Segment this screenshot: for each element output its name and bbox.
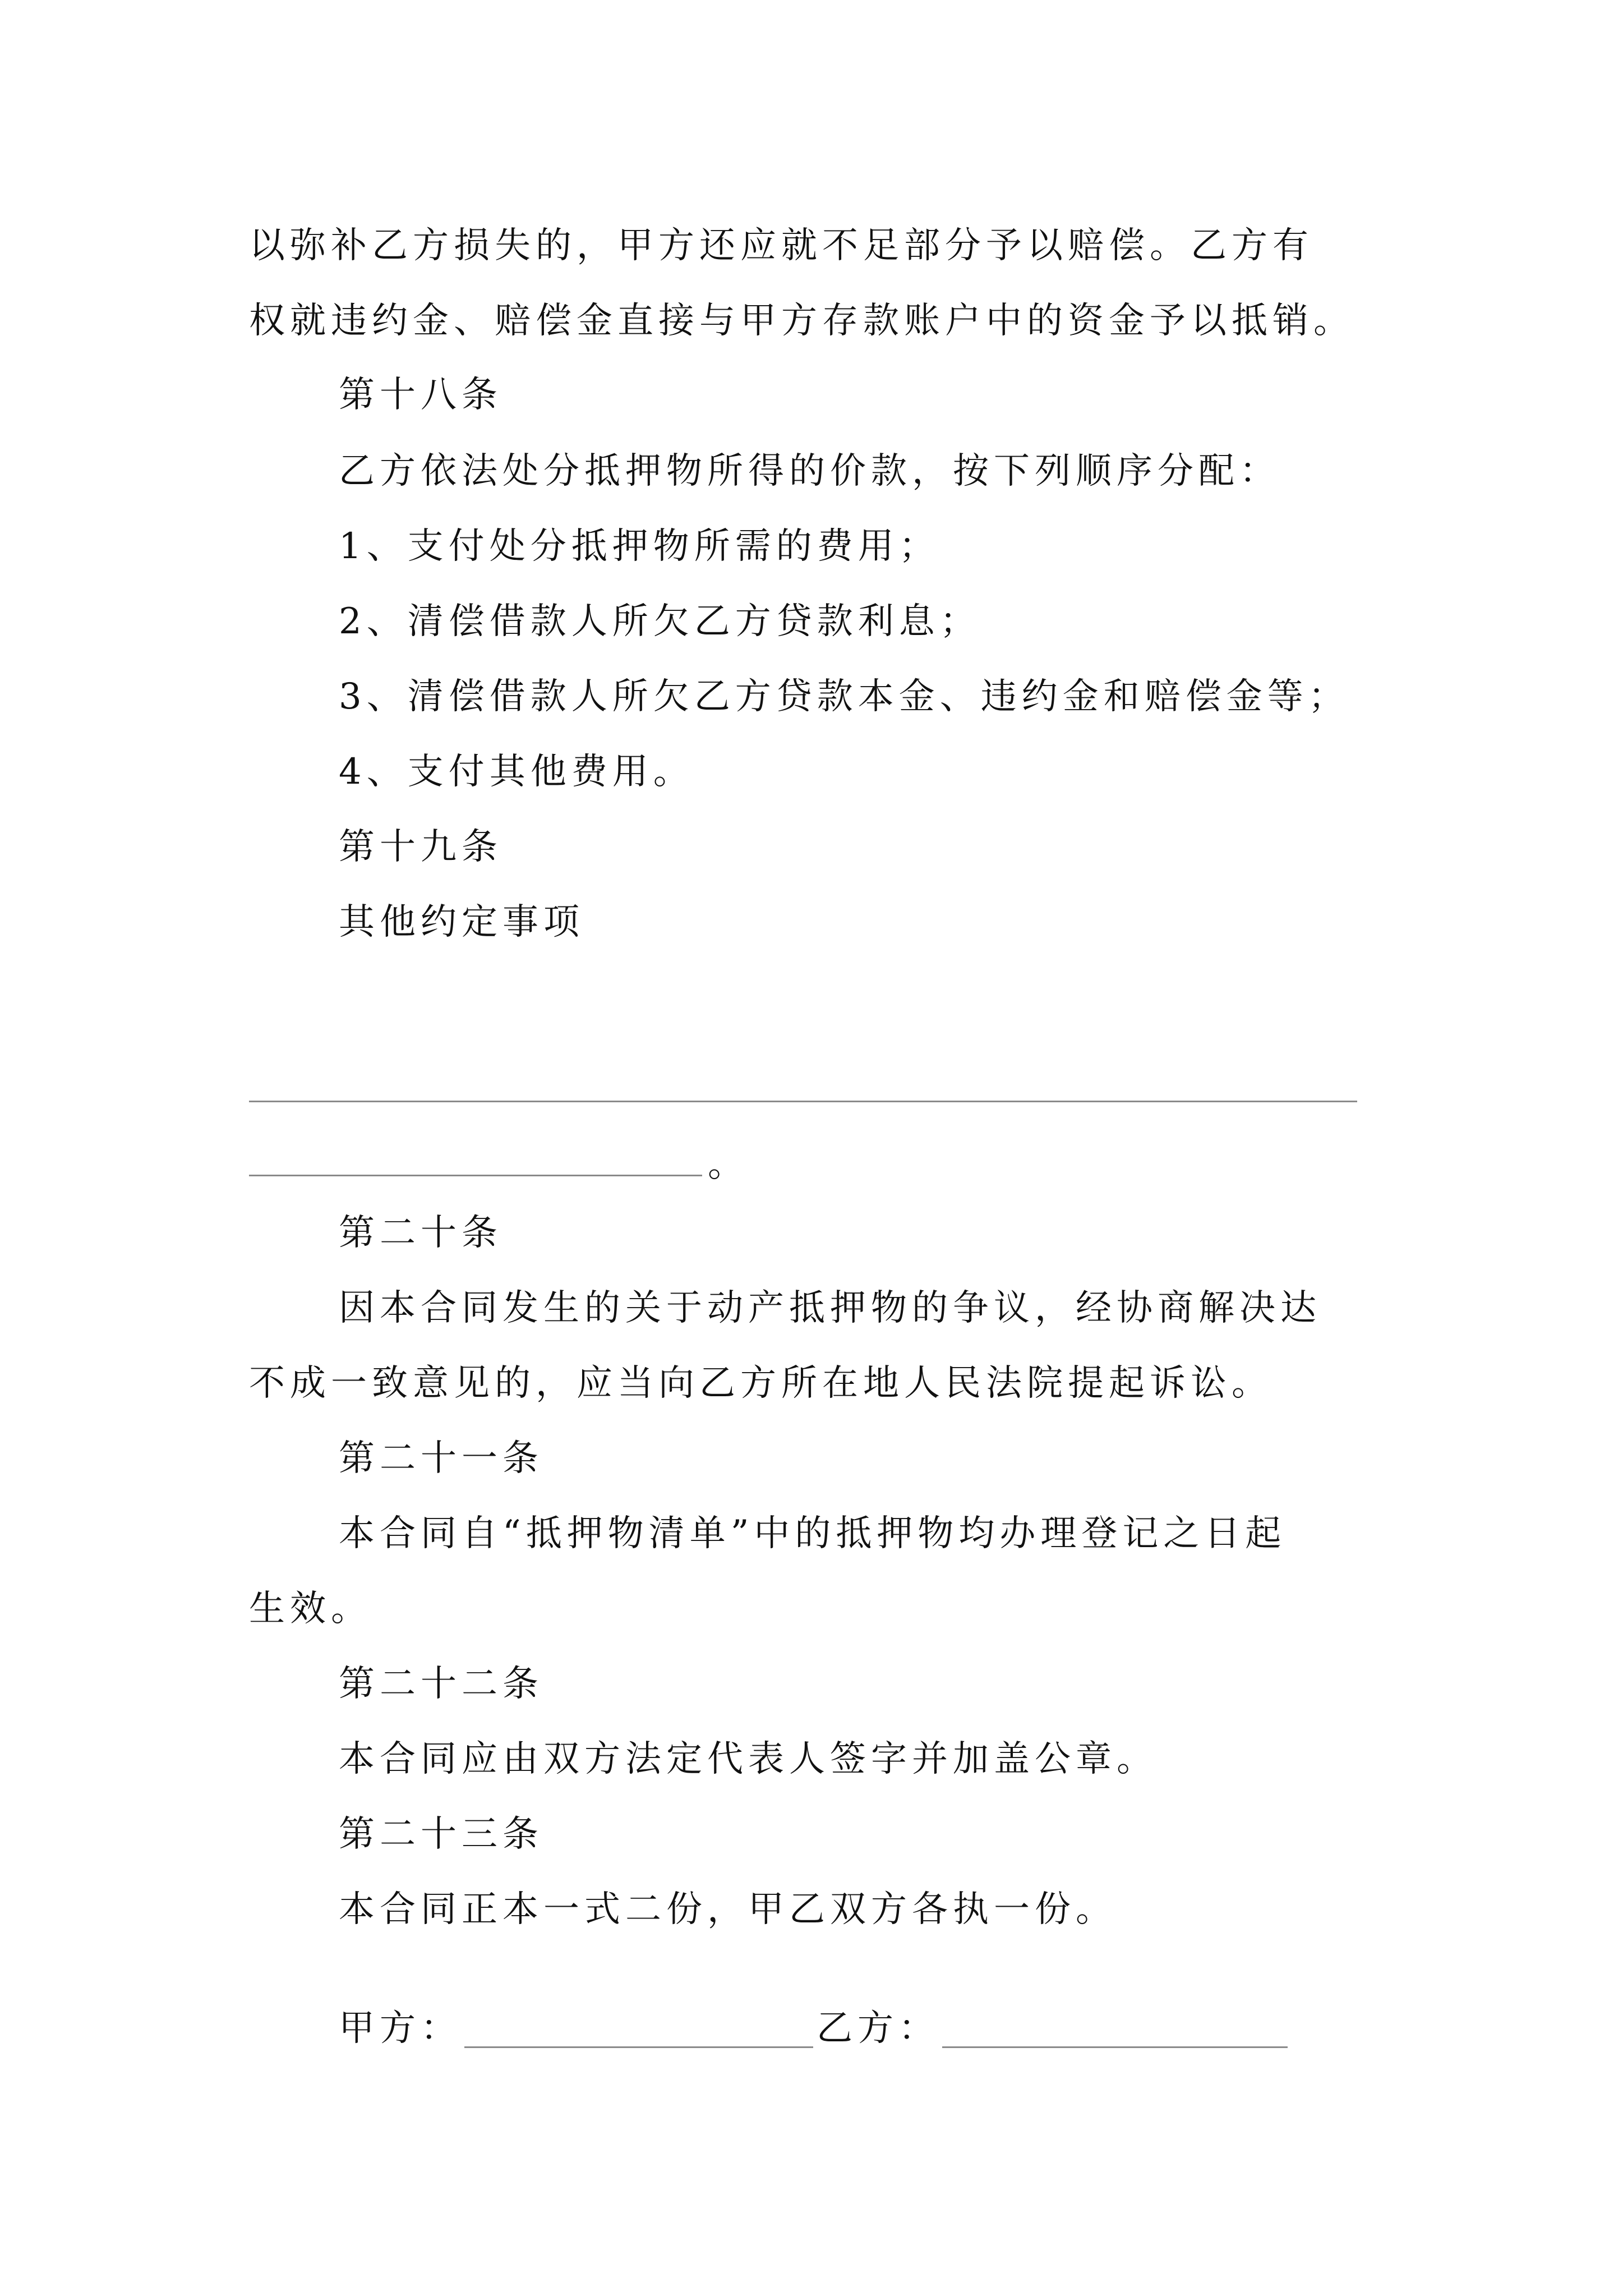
- paragraph-line: 其他约定事项: [339, 901, 584, 943]
- paragraph-line: 不成一致意见的，应当向乙方所在地人民法院提起诉讼。: [249, 1363, 1272, 1404]
- fill-in-blank-line: [249, 1101, 1357, 1102]
- signature-row: [339, 2006, 1460, 2051]
- list-item: 4、支付其他费用。: [339, 751, 694, 793]
- fill-in-blank-line: [249, 1175, 702, 1176]
- paragraph-line: 生效。: [249, 1588, 372, 1630]
- paragraph-line: 乙方依法处分抵押物所得的价款，按下列顺序分配：: [339, 450, 1280, 492]
- paragraph-line: 以弥补乙方损失的，甲方还应就不足部分予以赔偿。乙方有: [249, 225, 1313, 266]
- list-item: 1、支付处分抵押物所需的费用；: [339, 526, 940, 567]
- article-heading: 第十九条: [339, 826, 502, 868]
- list-item: 3、清偿借款人所欠乙方贷款本金、违约金和赔偿金等；: [339, 676, 1349, 717]
- blank-terminator: 。: [708, 1144, 744, 1185]
- party-b-signature-line: [942, 2046, 1288, 2048]
- party-a-signature-line: [464, 2046, 813, 2048]
- paragraph-line: 本合同正本一式二份，甲乙双方各执一份。: [339, 1889, 1117, 1930]
- article-heading: 第二十条: [339, 1212, 502, 1254]
- article-heading: 第二十二条: [339, 1663, 543, 1705]
- article-heading: 第二十三条: [339, 1814, 543, 1855]
- list-item: 2、清偿借款人所欠乙方贷款利息；: [339, 601, 981, 642]
- paragraph-line: 因本合同发生的关于动产抵押物的争议，经协商解决达: [339, 1287, 1321, 1329]
- article-heading: 第十八条: [339, 374, 502, 416]
- paragraph-line: 本合同应由双方法定代表人签字并加盖公章。: [339, 1738, 1158, 1780]
- party-b-label: 乙方：: [817, 2008, 939, 2049]
- paragraph-line: 权就违约金、赔偿金直接与甲方存款账户中的资金予以抵销。: [249, 300, 1354, 342]
- article-heading: 第二十一条: [339, 1438, 543, 1479]
- paragraph-line: 本合同自“抵押物清单”中的抵押物均办理登记之日起: [339, 1513, 1287, 1554]
- party-a-label: 甲方：: [339, 2008, 462, 2049]
